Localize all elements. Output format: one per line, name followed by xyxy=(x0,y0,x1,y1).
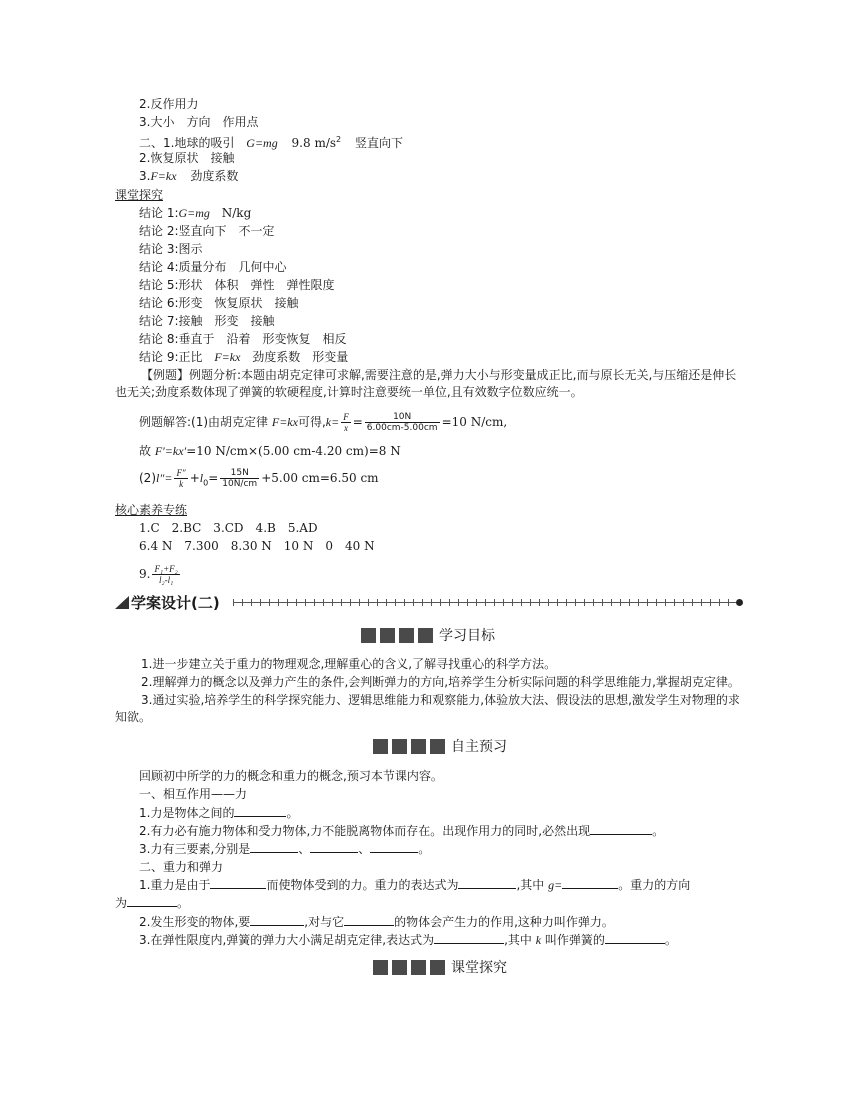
answer-text: 二、1.地球的吸引 xyxy=(139,136,235,150)
numerator: F₁+F₂ xyxy=(154,564,178,574)
fraction xyxy=(341,412,351,433)
banner-title xyxy=(115,594,220,612)
conclusion-line xyxy=(139,205,251,221)
item-text: 为 xyxy=(115,896,128,910)
item-text: ,对与它 xyxy=(304,915,345,929)
fraction xyxy=(152,564,179,585)
equals: = xyxy=(352,415,363,429)
example-analysis: 【例题】例题分析:本题由胡克定律可求解,需要注意的是,弹力大小与形变量成正比,而与原长无关,与压缩还是伸长也无关;劲度系数体现了弹簧的软硬程度,计算时注意要统一单位,且有效数字位数应统一。 xyxy=(115,368,737,399)
answer-text: 劲度系数 xyxy=(190,169,239,183)
answer-line: 6.4 N 7.300 8.30 N 10 N 0 40 N xyxy=(139,539,375,553)
formula: F=kx xyxy=(214,350,241,364)
formula: G=mg xyxy=(178,206,210,220)
answer-line xyxy=(139,168,238,184)
heading-block-icon xyxy=(373,960,388,975)
fill-blank[interactable] xyxy=(370,841,418,853)
item-text: 。 xyxy=(652,824,665,838)
triangle-icon xyxy=(115,596,129,609)
fill-blank[interactable] xyxy=(250,914,304,926)
exponent: 2 xyxy=(336,135,342,144)
conclusion-line: 结论 3:图示 xyxy=(139,242,203,256)
heading-block-icon xyxy=(430,960,445,975)
result: +5.00 cm=6.50 cm xyxy=(261,471,379,485)
heading-block-icon xyxy=(392,739,407,754)
conclusion-label: 结论 9:正比 xyxy=(139,350,203,364)
formula: k= xyxy=(325,415,340,429)
plus: + xyxy=(189,471,200,485)
result: =10 N/cm×(5.00 cm-4.20 cm)=8 N xyxy=(186,444,401,458)
fill-blank[interactable] xyxy=(234,805,286,817)
step-text: 可得, xyxy=(297,415,326,429)
numerator: F xyxy=(343,412,349,422)
preview-intro: 回顾初中所学的力的概念和重力的概念,预习本节课内容。 xyxy=(139,769,443,783)
heading-block-icon xyxy=(373,739,388,754)
answer-line: 2.恢复原状 接触 xyxy=(139,151,235,165)
fill-blank[interactable] xyxy=(127,895,177,907)
example-step-1 xyxy=(139,410,507,434)
step-text: 故 xyxy=(139,444,152,458)
item-text: 的物体会产生力的作用,这种力叫作弹力。 xyxy=(394,915,614,929)
item-text: 而使物体受到的力。重力的表达式为 xyxy=(266,878,459,892)
formula: G=mg xyxy=(246,136,278,150)
result: =10 N/cm, xyxy=(441,415,508,429)
numerator: 10N xyxy=(365,412,440,423)
fill-blank[interactable] xyxy=(250,841,298,853)
formula: g= xyxy=(548,878,563,892)
denominator: x xyxy=(343,423,348,433)
conclusion-line: 结论 4:质量分布 几何中心 xyxy=(139,260,287,274)
example-step-3 xyxy=(139,466,379,495)
formula: k xyxy=(535,933,542,947)
fill-blank[interactable] xyxy=(210,877,266,889)
unit: N/kg xyxy=(221,206,252,220)
fill-blank[interactable] xyxy=(605,932,665,944)
preview-item xyxy=(139,841,430,857)
preview-subheading: 一、相互作用——力 xyxy=(139,787,248,801)
conclusion-line: 结论 5:形状 体积 弹性 弹性限度 xyxy=(139,278,335,292)
item-text: 。 xyxy=(418,842,431,856)
answer-line: 2.反作用力 xyxy=(139,97,199,111)
item-text: ,其中 xyxy=(516,878,545,892)
preview-item xyxy=(139,914,614,930)
section-title: 课堂探究 xyxy=(115,188,164,202)
answer-line: 1.C 2.BC 3.CD 4.B 5.AD xyxy=(139,521,318,535)
explore-heading xyxy=(373,958,507,976)
heading-text: 课堂探究 xyxy=(451,960,507,976)
banner-rule xyxy=(233,602,737,603)
item-text: 2.发生形变的物体,要 xyxy=(139,915,251,929)
heading-text: 自主预习 xyxy=(451,739,507,755)
item-text: 。 xyxy=(664,933,677,947)
conclusion-line: 结论 2:竖直向下 不一定 xyxy=(139,224,275,238)
preview-item xyxy=(139,877,690,893)
preview-item-continued xyxy=(115,895,189,911)
item-text: 3.力有三要素,分别是 xyxy=(139,842,251,856)
answer-line: 3.大小 方向 作用点 xyxy=(139,115,259,129)
banner-title-text: 学案设计(二) xyxy=(131,594,220,612)
item-text: 、 xyxy=(298,842,311,856)
banner-dot-icon xyxy=(736,599,743,606)
preview-item xyxy=(139,932,677,948)
conclusion-text: 劲度系数 形变量 xyxy=(252,350,349,364)
conclusion-line: 结论 7:接触 形变 接触 xyxy=(139,314,275,328)
item-text: 2.有力必有施力物体和受力物体,力不能脱离物体而存在。出现作用力的同时,必然出现 xyxy=(139,824,591,838)
item-text: ,其中 xyxy=(504,933,532,947)
step-text: (2) xyxy=(139,471,156,485)
answer-number: 9. xyxy=(139,567,151,581)
formula: F=kx xyxy=(271,415,298,429)
value: 9.8 m/s xyxy=(291,136,337,150)
denominator: 10N/cm xyxy=(222,479,258,489)
fill-blank[interactable] xyxy=(434,932,504,944)
item-text: 1.力是物体之间的 xyxy=(139,806,235,820)
preview-heading xyxy=(373,737,507,755)
conclusion-label: 结论 1: xyxy=(139,206,179,220)
formula: l″= xyxy=(156,471,173,485)
answer-text: 竖直向下 xyxy=(354,136,403,150)
fill-blank[interactable] xyxy=(344,914,394,926)
heading-block-icon xyxy=(361,628,376,643)
preview-item xyxy=(139,823,664,839)
section-title: 核心素养专练 xyxy=(115,503,188,517)
variable: l xyxy=(199,471,204,485)
section-banner xyxy=(115,594,743,612)
fill-blank[interactable] xyxy=(310,841,358,853)
item-text: 1.重力是由于 xyxy=(139,878,211,892)
heading-text: 学习目标 xyxy=(439,628,495,644)
conclusion-line xyxy=(139,349,348,365)
fill-blank[interactable] xyxy=(458,877,516,889)
item-text: 。 xyxy=(177,896,190,910)
fraction xyxy=(365,412,440,433)
item-text: 、 xyxy=(358,842,371,856)
fraction xyxy=(174,468,187,489)
numerator: F″ xyxy=(176,468,186,478)
example-step-2 xyxy=(139,443,401,459)
formula: F′=kx′ xyxy=(154,444,187,458)
heading-block-icon xyxy=(411,960,426,975)
subscript: 0 xyxy=(203,478,209,488)
fill-blank[interactable] xyxy=(562,877,618,889)
conclusion-line: 结论 8:垂直于 沿着 形变恢复 相反 xyxy=(139,332,347,346)
step-text: 例题解答:(1)由胡克定律 xyxy=(139,415,269,429)
preview-subheading: 二、重力和弹力 xyxy=(139,860,224,874)
fraction xyxy=(220,468,259,489)
objectives-heading xyxy=(361,626,495,644)
item-text: 。 xyxy=(286,806,299,820)
heading-block-icon xyxy=(392,960,407,975)
conclusion-line: 结论 6:形变 恢复原状 接触 xyxy=(139,296,299,310)
heading-block-icon xyxy=(430,739,445,754)
heading-block-icon xyxy=(418,628,433,643)
equals: = xyxy=(208,471,219,485)
answer-line xyxy=(139,132,403,151)
heading-block-icon xyxy=(399,628,414,643)
preview-item xyxy=(139,805,298,821)
denominator: 6.00cm-5.00cm xyxy=(366,423,438,433)
heading-block-icon xyxy=(380,628,395,643)
formula: F=kx xyxy=(150,169,177,183)
denominator: l₂-l₁ xyxy=(158,575,174,585)
heading-block-icon xyxy=(411,739,426,754)
numerator: 15N xyxy=(220,468,259,479)
item-text: 3.在弹性限度内,弹簧的弹力大小满足胡克定律,表达式为 xyxy=(139,933,435,947)
denominator: k xyxy=(179,479,184,489)
answer-line xyxy=(139,562,182,586)
item-text: 。重力的方向 xyxy=(618,878,691,892)
objective-3: 3.通过实验,培养学生的科学探究能力、逻辑思维能力和观察能力,体验放大法、假设法的思想,激发学生对物理的求知欲。 xyxy=(115,693,740,724)
fill-blank[interactable] xyxy=(590,823,652,835)
objective-1: 1.进一步建立关于重力的物理观念,理解重心的含义,了解寻找重心的科学方法。 xyxy=(141,657,557,671)
objective-2: 2.理解弹力的概念以及弹力产生的条件,会判断弹力的方向,培养学生分析实际问题的科学思维能力,掌握胡克定律。 xyxy=(141,675,740,689)
answer-text: 3. xyxy=(139,169,151,183)
item-text: 叫作弹簧的 xyxy=(544,933,605,947)
